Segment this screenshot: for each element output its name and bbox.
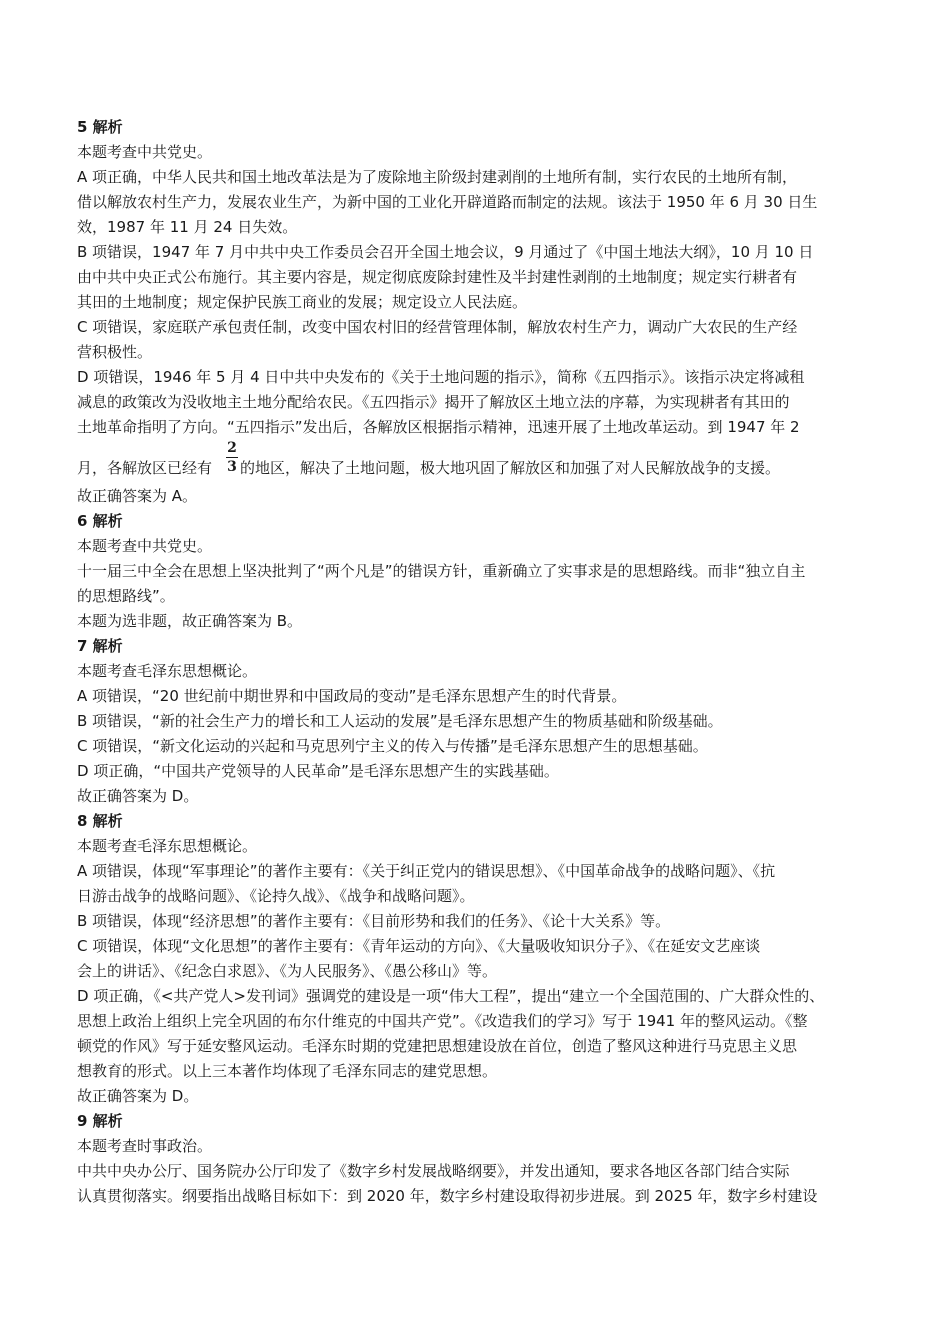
q5-answer: 故正确答案为 A。 [77, 487, 198, 505]
q5-line: 其田的土地制度；规定保护民族工商业的发展；规定设立人民法庭。 [77, 293, 528, 311]
q5-line: B 项错误，1947 年 7 月中共中央工作委员会召开全国土地会议，9 月通过了《中国土地法大纲》，10 月 10 日 [77, 243, 814, 261]
fraction-numerator: 2 [227, 440, 237, 456]
q5-line: 由中共中央正式公布施行。其主要内容是，规定彻底废除封建性及半封建性剥削的土地制度；规定实行耕者有 [77, 268, 798, 286]
q5-line: A 项正确，中华人民共和国土地改革法是为了废除地主阶级封建剥削的土地所有制，实行农民的土地所有制， [77, 168, 798, 186]
q5-fraction-prefix: 月，各解放区已经有 [77, 459, 213, 477]
q8-line: 顿党的作风》写于延安整风运动。毛泽东时期的党建把思想建设放在首位，创造了整风这种进行马克思主义思 [77, 1037, 798, 1055]
q5-fraction-line [77, 440, 883, 484]
q5-heading: 5 解析 [77, 118, 123, 136]
q8-line: 思想上政治上组织上完全巩固的布尔什维克的中国共产党”。《改造我们的学习》写于 1941 年的整风运动。《整 [77, 1012, 808, 1030]
q9-line: 认真贯彻落实。纲要指出战略目标如下：到 2020 年，数字乡村建设取得初步进展。到 2025 年，数字乡村建设 [77, 1187, 818, 1205]
fraction-two-thirds [225, 440, 239, 476]
q7-line: A 项错误，“20 世纪前中期世界和中国政局的变动”是毛泽东思想产生的时代背景。 [77, 687, 627, 705]
q6-heading: 6 解析 [77, 512, 123, 530]
q8-line: C 项错误，体现“文化思想”的著作主要有：《青年运动的方向》、《大量吸收知识分子》、《在延安文艺座谈 [77, 937, 761, 955]
q8-line: 想教育的形式。以上三本著作均体现了毛泽东同志的建党思想。 [77, 1062, 498, 1080]
q8-heading: 8 解析 [77, 812, 123, 830]
q8-line: A 项错误，体现“军事理论”的著作主要有：《关于纠正党内的错误思想》、《中国革命战争的战略问题》、《抗 [77, 862, 776, 880]
q8-line: 本题考查毛泽东思想概论。 [77, 837, 258, 855]
fraction-denominator: 3 [227, 459, 237, 475]
q6-line: 十一届三中全会在思想上坚决批判了“两个凡是”的错误方针，重新确立了实事求是的思想路线。而非“独立自主 [77, 562, 806, 580]
q5-fraction-suffix: 的地区，解决了土地问题，极大地巩固了解放区和加强了对人民解放战争的支援。 [240, 459, 781, 477]
q7-line: B 项错误，“新的社会生产力的增长和工人运动的发展”是毛泽东思想产生的物质基础和阶级基础。 [77, 712, 723, 730]
q7-line: C 项错误，“新文化运动的兴起和马克思列宁主义的传入与传播”是毛泽东思想产生的思想基础。 [77, 737, 708, 755]
q7-line: 本题考查毛泽东思想概论。 [77, 662, 258, 680]
q9-line: 中共中央办公厅、国务院办公厅印发了《数字乡村发展战略纲要》，并发出通知，要求各地区各部门结合实际 [77, 1162, 790, 1180]
q5-line: 营积极性。 [77, 343, 153, 361]
q8-answer: 故正确答案为 D。 [77, 1087, 199, 1105]
q8-line: B 项错误，体现“经济思想”的著作主要有：《目前形势和我们的任务》、《论十大关系》等。 [77, 912, 671, 930]
q5-line: 借以解放农村生产力，发展农业生产，为新中国的工业化开辟道路而制定的法规。该法于 1950 年 6 月 30 日生 [77, 193, 818, 211]
q5-line: 本题考查中共党史。 [77, 143, 213, 161]
q5-line: 效，1987 年 11 月 24 日失效。 [77, 218, 298, 236]
q8-line: 会上的讲话》、《纪念白求恩》、《为人民服务》、《愚公移山》等。 [77, 962, 498, 980]
q5-line: 土地革命指明了方向。“五四指示”发出后，各解放区根据指示精神，迅速开展了土地改革运动。到 1947 年 2 [77, 418, 800, 436]
q6-line: 的思想路线”。 [77, 587, 175, 605]
q6-answer: 本题为选非题，故正确答案为 B。 [77, 612, 303, 630]
q9-heading: 9 解析 [77, 1112, 123, 1130]
answer-page [77, 115, 883, 1209]
q6-line: 本题考查中共党史。 [77, 537, 213, 555]
q5-line: 减息的政策改为没收地主土地分配给农民。《五四指示》揭开了解放区土地立法的序幕，为实现耕者有其田的 [77, 393, 790, 411]
q9-line: 本题考查时事政治。 [77, 1137, 213, 1155]
q5-line: D 项错误，1946 年 5 月 4 日中共中央发布的《关于土地问题的指示》，简称《五四指示》。该指示决定将减租 [77, 368, 805, 386]
q8-line: 日游击战争的战略问题》、《论持久战》、《战争和战略问题》。 [77, 887, 475, 905]
q8-line: D 项正确，《<共产党人>发刊词》强调党的建设是一项“伟大工程”，提出“建立一个全国范围的、广大群众性的、 [77, 987, 825, 1005]
q7-line: D 项正确，“中国共产党领导的人民革命”是毛泽东思想产生的实践基础。 [77, 762, 559, 780]
q7-answer: 故正确答案为 D。 [77, 787, 199, 805]
q5-line: C 项错误，家庭联产承包责任制，改变中国农村旧的经营管理体制，解放农村生产力，调动广大农民的生产经 [77, 318, 798, 336]
q7-heading: 7 解析 [77, 637, 123, 655]
